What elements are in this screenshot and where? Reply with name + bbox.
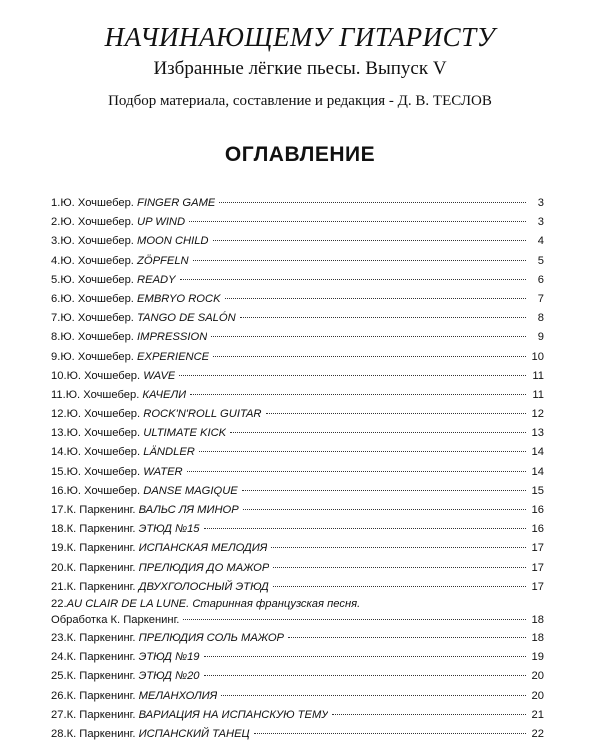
toc-entry-number: 12. (51, 408, 67, 421)
toc-entry (51, 520, 544, 539)
toc-entry-author: К. Паркенинг. (66, 708, 139, 721)
book-subtitle: Избранные лёгкие пьесы. Выпуск V (153, 58, 447, 79)
toc-entry-line (51, 597, 544, 611)
toc-leader-dots (221, 694, 526, 696)
toc-entry-work: ИСПАНСКИЙ ТАНЕЦ (138, 727, 250, 740)
toc-entry-work: WAVE (143, 369, 176, 382)
toc-entry-text (51, 252, 189, 271)
toc-page-number: 5 (537, 254, 544, 267)
toc-page-number: 19 (531, 651, 544, 664)
toc-leader-dots (273, 566, 526, 568)
toc-entry-text (51, 648, 200, 667)
toc-entry-author: К. Паркенинг. (66, 689, 139, 702)
toc-entry-number: 22. (51, 597, 67, 610)
toc-leader-dots (193, 259, 526, 261)
toc-entry-work: ДВУХГОЛОСНЫЙ ЭТЮД (138, 580, 269, 593)
toc-entry-number: 20. (51, 561, 67, 574)
toc-page-number: 14 (531, 446, 544, 459)
toc-entry (51, 648, 544, 667)
contents-heading: ОГЛАВЛЕНИЕ (224, 143, 376, 166)
toc-entry-number: 1. (51, 197, 61, 209)
toc-leader-dots (230, 431, 526, 433)
toc-entry-number: 16. (51, 484, 67, 497)
toc-entry (51, 348, 544, 367)
toc-entry-number: 3. (51, 235, 61, 248)
toc-entry-number: 24. (51, 651, 67, 664)
toc-entry-author: Ю. Хочшебер. (60, 254, 138, 267)
toc-leader-dots (187, 470, 526, 472)
toc-entry-work: EXPERIENCE (137, 350, 210, 363)
toc-leader-dots (213, 239, 526, 241)
toc-page-number: 20 (531, 670, 544, 683)
toc-entry-number: 18. (51, 523, 67, 536)
toc-entry-text (51, 597, 544, 629)
toc-entry-text (51, 386, 186, 405)
toc-leader-dots (243, 508, 526, 510)
toc-entry (51, 252, 544, 271)
toc-entry-number: 14. (51, 446, 67, 459)
toc-entry (51, 463, 544, 482)
toc-entry-author: К. Паркенинг. (66, 727, 139, 740)
toc-entry-number: 8. (51, 331, 61, 344)
toc-entry-number: 9. (51, 350, 61, 363)
toc-entry-number: 28. (51, 727, 67, 740)
toc-entry-author: Ю. Хочшебер. (60, 312, 138, 325)
toc-page-number: 12 (531, 408, 544, 421)
toc-entry-author: К. Паркенинг. (66, 631, 139, 644)
toc-entry-number: 21. (51, 580, 67, 593)
toc-entry-text (51, 539, 267, 558)
toc-entry-work: UP WIND (137, 216, 186, 229)
toc-entry-work: WATER (143, 465, 183, 478)
toc-entry (51, 405, 544, 424)
toc-entry-work: ВАЛЬС ЛЯ МИНОР (138, 504, 239, 516)
toc-entry (51, 386, 544, 405)
toc-entry-work: ЭТЮД №20 (138, 670, 200, 683)
toc-entry-work: EMBRYO ROCK (137, 292, 221, 305)
toc-entry-number: 15. (51, 465, 67, 478)
toc-leader-dots (254, 732, 526, 734)
toc-entry-author: К. Паркенинг. (66, 651, 139, 664)
toc-entry-line (51, 611, 544, 629)
toc-leader-dots (240, 316, 526, 318)
toc-entry-work: LÄNDLER (143, 446, 195, 459)
toc-entry (51, 290, 544, 309)
toc-entry-author: Ю. Хочшебер. (60, 350, 138, 363)
toc-entry-work: TANGO DE SALÓN (137, 312, 236, 325)
toc-page-number: 18 (531, 631, 544, 644)
toc-entry-text (51, 271, 176, 290)
toc-entry-author: Ю. Хочшебер. (60, 197, 138, 209)
toc-entry-author: Ю. Хочшебер. (60, 292, 138, 305)
toc-page-number: 11 (532, 369, 544, 382)
toc-entry-work: МЕЛАНХОЛИЯ (138, 689, 218, 702)
toc-leader-dots (204, 527, 526, 529)
toc-entry-number: 4. (51, 254, 61, 267)
toc-entry-work: READY (137, 273, 176, 286)
toc-page-number: 20 (531, 689, 544, 702)
toc-entry-author: Ю. Хочшебер. (60, 331, 138, 344)
toc-entry (51, 629, 544, 648)
toc-entry-author: Ю. Хочшебер. (66, 446, 144, 459)
toc-page-number: 4 (537, 235, 544, 248)
toc-entry-text (51, 232, 209, 251)
toc-entry-work: ВАРИАЦИЯ НА ИСПАНСКУЮ ТЕМУ (138, 708, 329, 721)
toc-entry-text (51, 629, 284, 648)
toc-leader-dots (266, 412, 527, 414)
toc-entry (51, 213, 544, 232)
toc-leader-dots (213, 355, 526, 357)
toc-entry-text (51, 687, 217, 706)
toc-page-number: 14 (531, 465, 544, 478)
toc-entry-work: MOON CHILD (137, 235, 209, 248)
toc-leader-dots (211, 335, 526, 337)
toc-page-number: 3 (537, 197, 544, 209)
toc-entry (51, 271, 544, 290)
book-credits: Подбор материала, составление и редакция - Д. В. ТЕСЛОВ (108, 93, 492, 109)
toc-entry-work: КАЧЕЛИ (142, 388, 187, 401)
toc-entry-number: 27. (51, 708, 67, 721)
toc-entry-text (51, 725, 250, 744)
toc-page-number: 16 (531, 523, 544, 536)
toc-entry-work: ROCK'N'ROLL GUITAR (143, 408, 262, 421)
toc-entry-text (51, 578, 269, 597)
toc-leader-dots (179, 374, 526, 376)
toc-leader-dots (242, 489, 526, 491)
toc-entry-text (51, 501, 239, 520)
toc-entry-author: Ю. Хочшебер. (66, 465, 144, 478)
toc-entry-text (51, 706, 328, 725)
toc-page-number: 17 (531, 580, 544, 593)
toc-entry (51, 424, 544, 443)
toc-entry-arranger: Обработка К. Паркенинг. (51, 613, 180, 626)
toc-entry-author: К. Паркенинг. (66, 670, 139, 683)
toc-entry-text (51, 559, 269, 578)
toc-entry-text (51, 290, 221, 309)
toc-entry (51, 309, 544, 328)
toc-entry-number: 26. (51, 689, 67, 702)
toc-leader-dots (332, 713, 526, 715)
toc-entry (51, 194, 544, 213)
toc-entry-work: FINGER GAME (137, 197, 216, 209)
toc-entry (51, 328, 544, 347)
toc-page-number: 17 (531, 561, 544, 574)
toc-entry-author: К. Паркенинг. (66, 580, 139, 593)
toc-page-number: 6 (537, 273, 544, 286)
toc-page-number: 8 (537, 312, 544, 325)
toc-leader-dots (183, 618, 526, 620)
toc-entry (51, 443, 544, 462)
toc-entry (51, 559, 544, 578)
toc-leader-dots (204, 655, 526, 657)
toc-entry-text (51, 424, 226, 443)
toc-entry-work: ИСПАНСКАЯ МЕЛОДИЯ (138, 542, 268, 555)
toc-entry-text (51, 482, 238, 501)
toc-entry-number: 6. (51, 292, 61, 305)
toc-leader-dots (199, 450, 526, 452)
toc-leader-dots (204, 674, 526, 676)
toc-entry (51, 725, 544, 744)
toc-entry-text (51, 367, 175, 386)
toc-entry-number: 17. (51, 504, 67, 516)
toc-entry-number: 5. (51, 273, 61, 286)
toc-entry (51, 597, 544, 629)
toc-entry (51, 687, 544, 706)
toc-entry (51, 501, 544, 520)
toc-entry-text (51, 328, 207, 347)
toc-page-number: 7 (537, 292, 544, 305)
toc-entry-work: ЭТЮД №19 (138, 651, 200, 664)
toc-page-number: 21 (531, 708, 544, 721)
toc-page-number: 17 (531, 542, 544, 555)
toc-entry-number: 11. (51, 388, 66, 401)
toc-leader-dots (180, 278, 526, 280)
toc-leader-dots (189, 220, 526, 222)
toc-entry-work: DANSE MAGIQUE (143, 484, 238, 497)
toc-leader-dots (219, 201, 526, 203)
toc-entry-number: 2. (51, 216, 61, 229)
toc-entry-author: Ю. Хочшебер. (65, 388, 143, 401)
toc-leader-dots (190, 393, 526, 395)
toc-entry-work: ZÖPFELN (137, 254, 189, 267)
toc-entry (51, 667, 544, 686)
toc-entry-author: Ю. Хочшебер. (66, 408, 144, 421)
toc-entry-work: ULTIMATE KICK (143, 427, 227, 440)
toc-entry-number: 13. (51, 427, 67, 440)
toc-entry-author: Ю. Хочшебер. (60, 235, 138, 248)
toc-page-number: 3 (537, 216, 544, 229)
toc-page-number: 10 (531, 350, 544, 363)
toc-entry-work: AU CLAIR DE LA LUNE. Старинная французская песня. (66, 597, 361, 610)
toc-entry-author: К. Паркенинг. (66, 542, 139, 555)
table-of-contents (51, 194, 544, 744)
toc-leader-dots (288, 636, 526, 638)
book-title: НАЧИНАЮЩЕМУ ГИТАРИСТУ (104, 22, 496, 52)
toc-entry-text (51, 194, 215, 213)
toc-entry-text (51, 667, 200, 686)
toc-entry (51, 367, 544, 386)
toc-leader-dots (225, 297, 526, 299)
toc-entry-work: ЭТЮД №15 (138, 523, 200, 536)
toc-leader-dots (273, 585, 526, 587)
toc-page-number: 18 (531, 613, 544, 626)
toc-page-number: 13 (531, 427, 544, 440)
toc-entry-number: 23. (51, 631, 67, 644)
toc-entry-text (51, 348, 209, 367)
toc-entry-author: Ю. Хочшебер. (66, 369, 144, 382)
toc-entry-text (51, 443, 195, 462)
toc-entry-author: Ю. Хочшебер. (66, 427, 144, 440)
toc-entry-author: К. Паркенинг. (66, 504, 139, 516)
toc-entry-author: К. Паркенинг. (66, 561, 139, 574)
toc-entry-author: К. Паркенинг. (66, 523, 139, 536)
toc-page-number: 11 (532, 388, 544, 401)
toc-entry-author: Ю. Хочшебер. (60, 216, 138, 229)
toc-page-number: 22 (531, 727, 544, 740)
toc-page-number: 16 (531, 504, 544, 516)
toc-entry-number: 25. (51, 670, 67, 683)
toc-entry-author: Ю. Хочшебер. (66, 484, 144, 497)
toc-entry-text (51, 463, 183, 482)
toc-page-number: 9 (537, 331, 544, 344)
toc-leader-dots (271, 546, 526, 548)
toc-entry-author: Ю. Хочшебер. (60, 273, 138, 286)
toc-entry-number: 10. (51, 369, 67, 382)
toc-entry-text (51, 405, 262, 424)
toc-entry (51, 482, 544, 501)
toc-entry-number: 19. (51, 542, 67, 555)
toc-entry (51, 232, 544, 251)
toc-entry (51, 578, 544, 597)
toc-entry-work: ПРЕЛЮДИЯ СОЛЬ МАЖОР (138, 631, 284, 644)
toc-entry-work: ПРЕЛЮДИЯ ДО МАЖОР (138, 561, 270, 574)
toc-entry (51, 539, 544, 558)
toc-entry-text (51, 213, 185, 232)
toc-entry-work: IMPRESSION (137, 331, 208, 344)
toc-entry (51, 706, 544, 725)
toc-page-number: 15 (531, 484, 544, 497)
toc-entry-text (51, 520, 200, 539)
toc-entry-text (51, 309, 236, 328)
toc-entry-number: 7. (51, 312, 61, 325)
